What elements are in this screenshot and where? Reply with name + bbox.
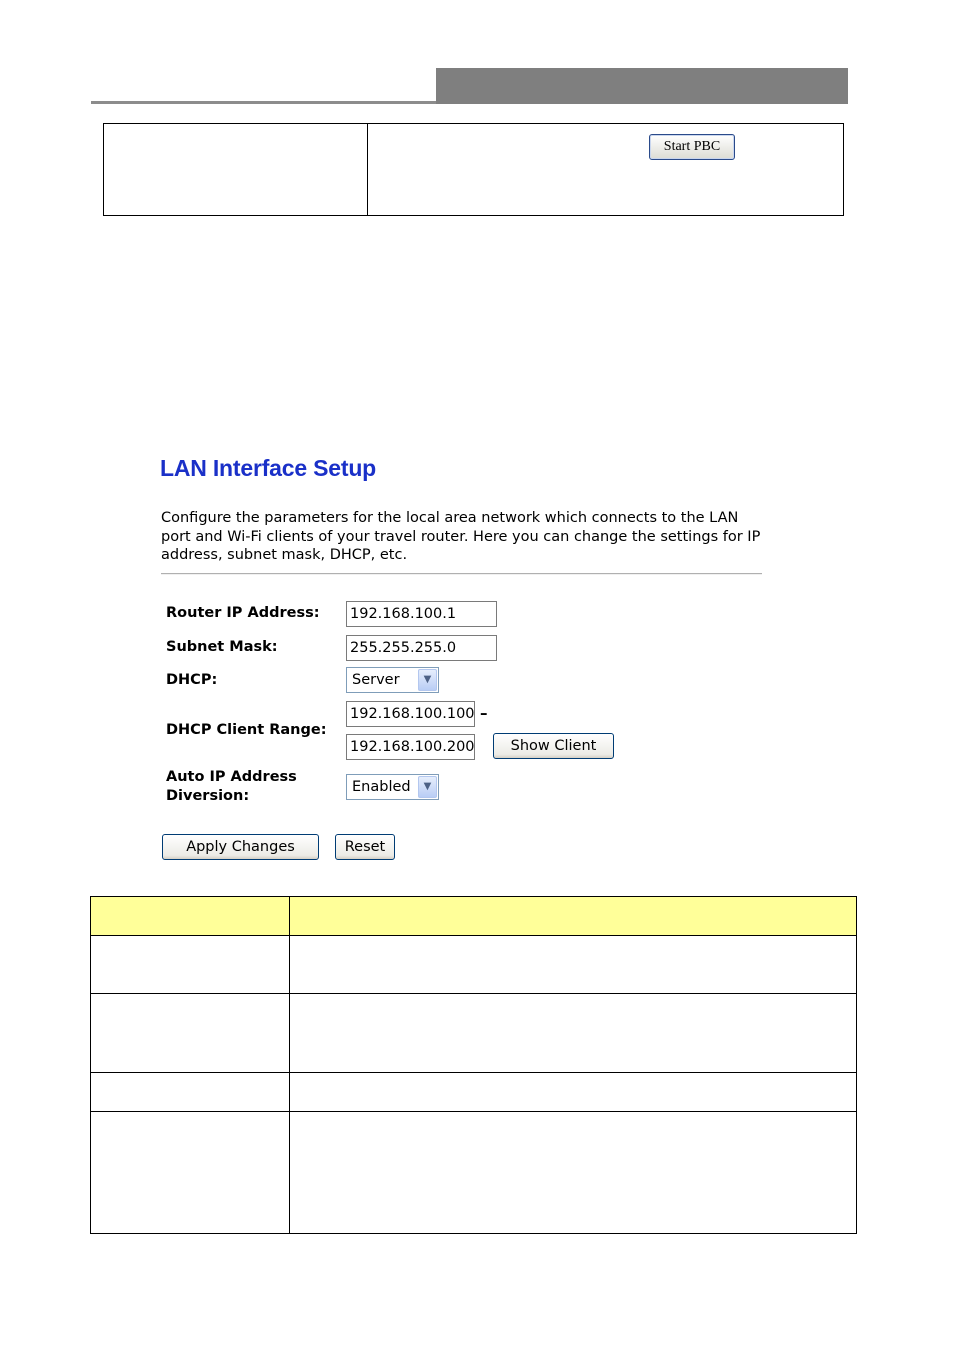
table-cell	[104, 124, 368, 216]
table-row	[91, 1112, 857, 1234]
header-rule	[91, 101, 436, 104]
chevron-down-icon[interactable]: ▼	[418, 669, 437, 691]
show-client-button[interactable]: Show Client	[493, 733, 614, 759]
reset-button[interactable]: Reset	[335, 834, 395, 860]
dhcp-range-start-input[interactable]: 192.168.100.100	[346, 701, 475, 727]
table-cell	[290, 1073, 857, 1112]
auto-ip-select-value: Enabled	[352, 779, 411, 795]
dhcp-select-value: Server	[352, 672, 400, 688]
page-description: Configure the parameters for the local area network which connects to the LAN port and Wi-Fi clients of your travel router. Here you can change the settings for IP address, subnet mask, DHCP, etc.	[161, 510, 761, 563]
dhcp-select[interactable]	[346, 667, 439, 693]
table-row	[91, 936, 857, 994]
table-header-row	[91, 897, 857, 936]
table-cell	[290, 897, 857, 936]
parameter-table	[90, 896, 857, 1234]
subnet-mask-label: Subnet Mask:	[166, 639, 278, 655]
dhcp-range-label: DHCP Client Range:	[166, 722, 327, 738]
auto-ip-label-line2: Diversion:	[166, 788, 250, 804]
router-ip-input[interactable]: 192.168.100.1	[346, 601, 497, 627]
auto-ip-select[interactable]	[346, 774, 439, 800]
chevron-down-icon[interactable]: ▼	[418, 776, 437, 798]
subnet-mask-input[interactable]: 255.255.255.0	[346, 635, 497, 661]
router-ip-label: Router IP Address:	[166, 605, 320, 621]
table-cell	[91, 1073, 290, 1112]
table-cell	[91, 936, 290, 994]
table-cell	[290, 936, 857, 994]
page-title: LAN Interface Setup	[160, 455, 377, 481]
header-bar	[436, 68, 848, 104]
divider	[161, 573, 762, 575]
table-cell	[290, 1112, 857, 1234]
table-cell	[91, 1112, 290, 1234]
table-cell	[368, 124, 844, 216]
dhcp-label: DHCP:	[166, 672, 218, 688]
start-pbc-button[interactable]: Start PBC	[649, 134, 735, 160]
apply-changes-button[interactable]: Apply Changes	[162, 834, 319, 860]
auto-ip-label-line1: Auto IP Address	[166, 769, 297, 785]
range-separator: –	[480, 704, 488, 722]
table-row	[91, 994, 857, 1073]
dhcp-range-end-input[interactable]: 192.168.100.200	[346, 734, 475, 760]
table-row	[91, 1073, 857, 1112]
table-cell	[91, 897, 290, 936]
table-cell	[290, 994, 857, 1073]
table-cell	[91, 994, 290, 1073]
